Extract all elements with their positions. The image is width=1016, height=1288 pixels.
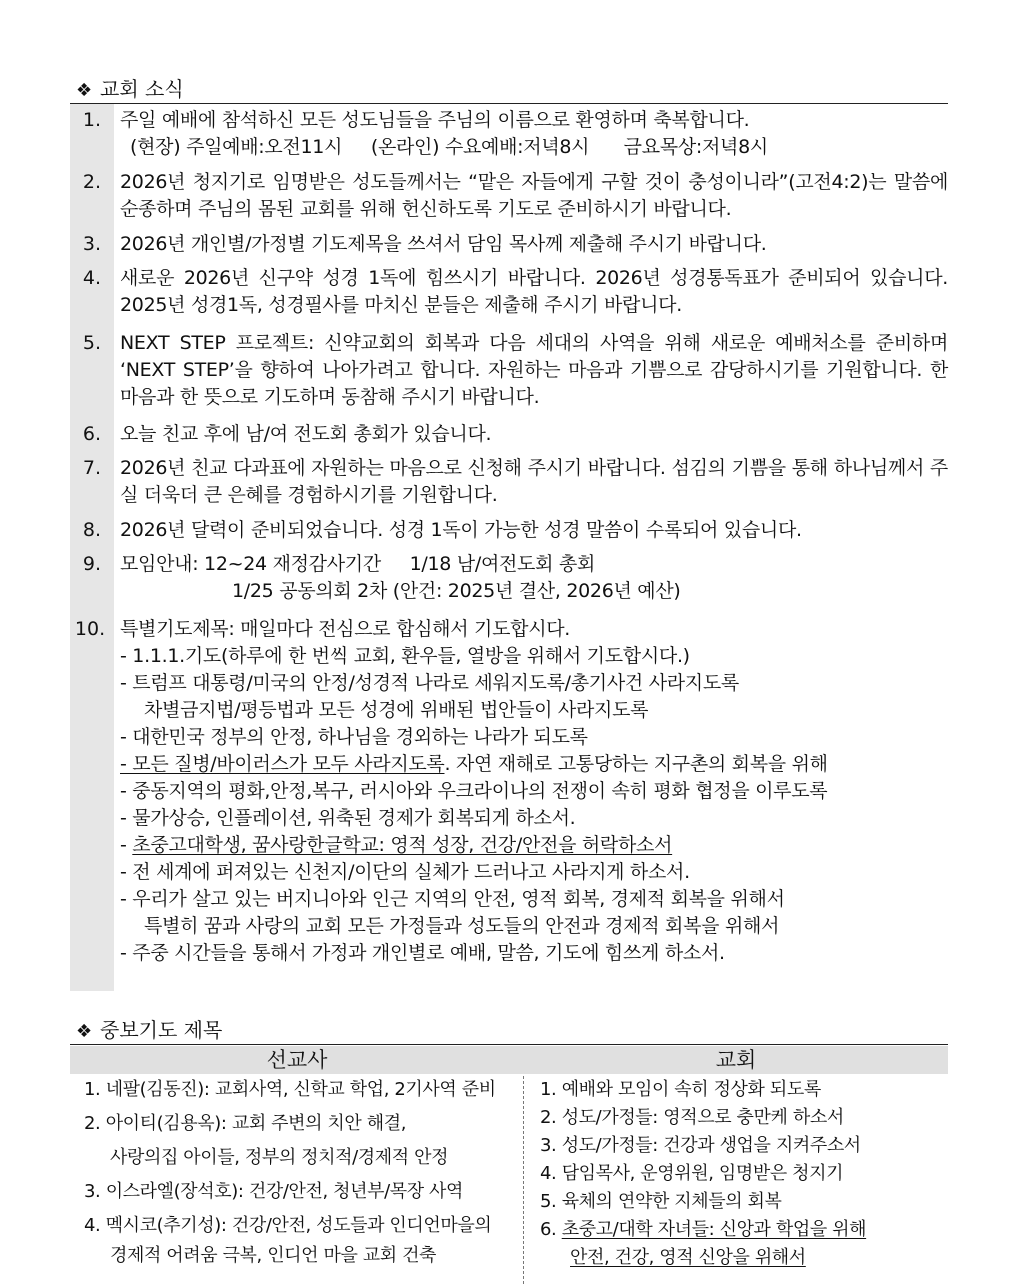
church-item: 1. 예배와 모임이 속히 정상화 되도록 (540, 1079, 821, 1100)
news-item-6: 6. 오늘 친교 후에 남/여 전도회 총회가 있습니다. (82, 423, 492, 445)
news-item-9: 9. 모임안내: 12~24 재정감사기간 1/18 남/여전도회 총회 1/25 공동의회 2차 (안건: 2025년 결산, 2026년 예산) (82, 553, 681, 602)
church-item-cont: 안전, 건강, 영적 신앙을 위해서 (570, 1247, 806, 1268)
missionary-item: 1. 네팔(김동진): 교회사역, 신학교 학업, 2기사역 준비 (84, 1079, 496, 1100)
missionary-item-cont: 경제적 어려움 극복, 인디언 마을 교회 건축 (110, 1245, 437, 1266)
church-item: 6. 초중고/대학 자녀들: 신앙과 학업을 위해 (540, 1219, 867, 1240)
news-title-text: 교회 소식 (100, 77, 184, 101)
prayer-title-rule (70, 1044, 948, 1045)
missionary-item: 3. 이스라엘(장석호): 건강/안전, 청년부/목장 사역 (84, 1181, 464, 1202)
news-item-1: 1. 주일 예배에 참석하신 모든 성도님들을 주님의 이름으로 환영하며 축복합니다. (현장) 주일예배:오전11시 (온라인) 수요예배:저녁8시 금요목상:저녁8시 (82, 109, 768, 158)
news-section-title (76, 76, 184, 104)
church-item: 3. 성도/가정들: 건강과 생업을 지켜주소서 (540, 1135, 861, 1156)
news-item-4: 4. 새로운 2026년 신구약 성경 1독에 힘쓰시기 바랍니다. 2026년 성경통독표가 준비되어 있습니다. 2025년 성경1독, 성경필사를 마치신 분들은 제출해 주시기 바랍니다. (82, 267, 948, 316)
missionary-item: 4. 멕시코(추기성): 건강/안전, 성도들과 인디언마을의 (84, 1215, 492, 1236)
diamond-bullet-icon: ❖ (76, 1021, 93, 1042)
news-item-8: 8. 2026년 달력이 준비되었습니다. 성경 1독이 가능한 성경 말씀이 수록되어 있습니다. (82, 519, 802, 541)
prayer-line-disease: - 모든 질병/바이러스가 모두 사라지도록. 자연 재해로 고통당하는 지구촌의 회복을 위해 (120, 753, 828, 775)
missionary-item-cont: 사랑의집 아이들, 정부의 정치적/경제적 안정 (110, 1147, 449, 1168)
diamond-bullet-icon: ❖ (76, 80, 93, 101)
church-item: 5. 육체의 연약한 지체들의 회복 (540, 1191, 782, 1212)
missionary-item: 2. 아이티(김용옥): 교회 주변의 치안 해결, (84, 1113, 407, 1134)
news-item-10: 10. 특별기도제목: 매일마다 전심으로 합심해서 기도합시다. - 1.1.1.기도(하루에 한 번씩 교회, 환우들, 열방을 위해서 기도합시다.) - 트럼프 대통령/미국의 안정/성경적 나라로 세워지도록/총기사건 사라지도록 차별금지법/평등법과 모든 성경에 위배된 법안들이 사라지도록 - 대한민국 정부의 안정, 하나님을 경외하는 나라가 되도록 - 모든 질병/바이러스가 모두 사라지도록. 자연 재해로 고통당하는 지구촌의 회복을 위해 - 중동지역의 평화,안정,복구, 러시아와 우크라이나의 전쟁이 속히 평화 협정을 이루도록 - 물가상승, 인플레이션, 위축된 경제가 회복되게 하소서. - 초중고대학생, 꿈사랑한글학교: 영적 성장, 건강/안전을 허락하소서 - 전 세계에 퍼져있는 신천지/이단의 실체가 드러나고 사라지게 하소서. - 우리가 살고 있는 버지니아와 인근 지역의 안전, 영적 회복, 경제적 회복을 위해서 특별히 꿈과 사랑의 교회 모든 가정들과 성도들의 안전과 경제적 회복을 위해서 - 주중 시간들을 통해서 가정과 개인별로 예배, 말씀, 기도에 힘쓰게 하소서. (70, 616, 948, 967)
church-header: 교회 (524, 1046, 948, 1074)
news-item-3: 3. 2026년 개인별/가정별 기도제목을 쓰셔서 담임 목사께 제출해 주시기 바랍니다. (82, 233, 767, 255)
prayer-line-students: - 초중고대학생, 꿈사랑한글학교: 영적 성장, 건강/안전을 허락하소서 (120, 834, 673, 856)
news-item-2: 2. 2026년 청지기로 임명받은 성도들께서는 “맡은 자들에게 구할 것이 충성이니라”(고전4:2)는 말씀에 순종하며 주님의 몸된 교회를 위해 헌신하도록 기도로 준비하시기 바랍니다. (82, 171, 948, 220)
news-item-7: 7. 2026년 친교 다과표에 자원하는 마음으로 신청해 주시기 바랍니다. 섬김의 기쁨을 통해 하나님께서 주실 더욱더 큰 은혜를 경험하시기를 기원합니다. (82, 457, 948, 506)
news-title-rule (70, 103, 948, 104)
missionaries-header: 선교사 (70, 1046, 524, 1074)
church-item: 4. 담임목사, 운영위원, 임명받은 청지기 (540, 1163, 844, 1184)
news-item-5: 5. NEXT STEP 프로젝트: 신약교회의 회복과 다음 세대의 사역을 위해 새로운 예배처소를 준비하며 ‘NEXT STEP’을 향하여 나아가려고 합니다. 자원하는 마음과 기쁨으로 감당하시기를 기원합니다. 한 마음과 한 뜻으로 기도하며 동참해 주시기 바랍니다. (82, 332, 948, 408)
prayer-title-text: 중보기도 제목 (100, 1018, 223, 1042)
prayer-section-title (76, 1017, 222, 1045)
church-item: 2. 성도/가정들: 영적으로 충만케 하소서 (540, 1107, 844, 1128)
column-divider (523, 1076, 524, 1284)
